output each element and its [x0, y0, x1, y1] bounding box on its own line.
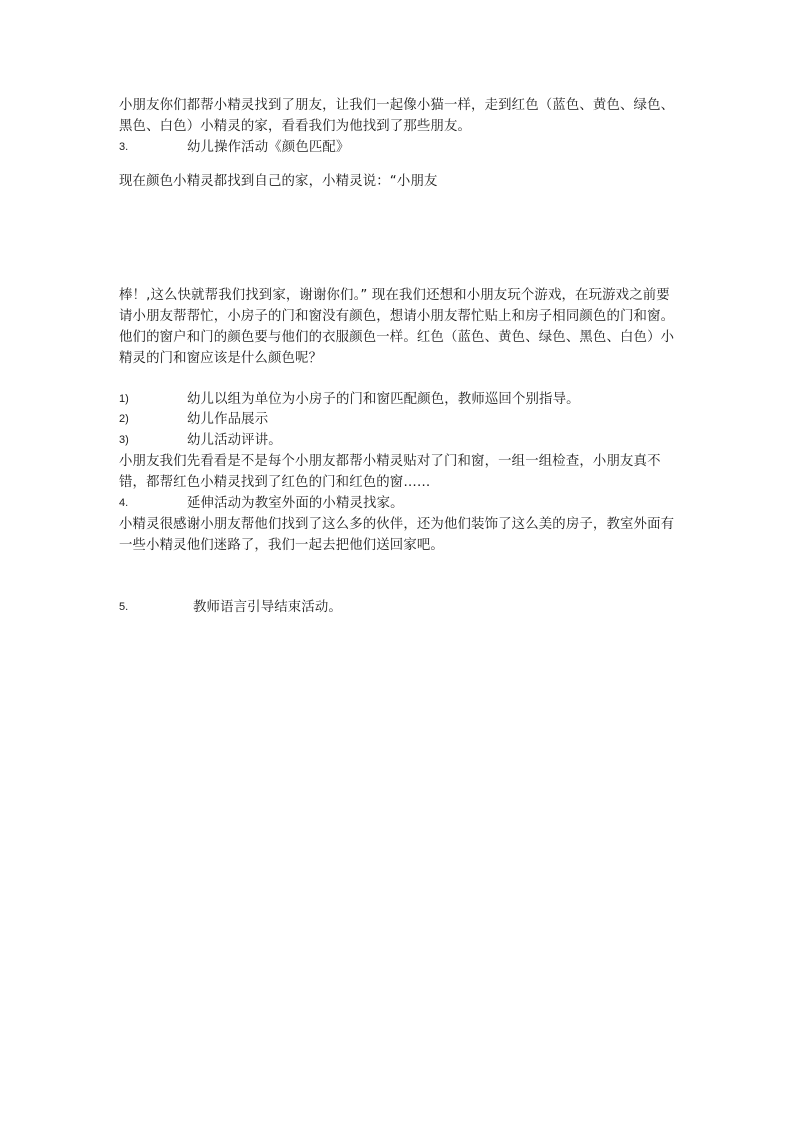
section-heading-5: 教师语言引导结束活动。 [193, 600, 342, 615]
section-heading-4: 延伸活动为教室外面的小精灵找家。 [187, 496, 404, 511]
section-number-4: 4. [119, 497, 129, 509]
paragraph-intro: 小朋友你们都帮小精灵找到了朋友，让我们一起像小猫一样，走到红色（蓝色、黄色、绿色、黑色、白色）小精灵的家，看看我们为他找到了那些朋友。 [119, 98, 675, 134]
step-number-1: 1) [119, 393, 129, 405]
step-text-2: 幼儿作品展示 [187, 412, 269, 427]
paragraph-check: 小朋友我们先看看是不是每个小朋友都帮小精灵贴对了门和窗，一组一组检查，小朋友真不错，都帮红色小精灵找到了红色的门和红色的窗…… [119, 454, 661, 490]
section-heading-3: 幼儿操作活动《颜色匹配》 [187, 140, 350, 155]
step-number-3: 3) [119, 434, 129, 446]
step-number-2: 2) [119, 413, 129, 425]
section-number-5: 5. [119, 601, 129, 613]
paragraph-color-elves: 现在颜色小精灵都找到自己的家，小精灵说：“小朋友 [119, 174, 438, 190]
step-text-1: 幼儿以组为单位为小房子的门和窗匹配颜色，教师巡回个别指导。 [187, 392, 580, 407]
step-text-3: 幼儿活动评讲。 [187, 433, 282, 448]
paragraph-game: 棒！,这么快就帮我们找到家，谢谢你们。” 现在我们还想和小朋友玩个游戏，在玩游戏之前要请小朋友帮帮忙，小房子的门和窗没有颜色，想请小朋友帮忙贴上和房子相同颜色的门和窗。他们的窗户和门的颜色要与他们的衣服颜色一样。红色（蓝色、黄色、绿色、黑色、白色）小精灵的门和窗应该是什么颜色呢？ [119, 288, 675, 366]
section-number-3: 3. [119, 141, 129, 153]
paragraph-extension: 小精灵很感谢小朋友帮他们找到了这么多的伙伴，还为他们装饰了这么美的房子，教室外面有一些小精灵他们迷路了，我们一起去把他们送回家吧。 [119, 517, 675, 553]
